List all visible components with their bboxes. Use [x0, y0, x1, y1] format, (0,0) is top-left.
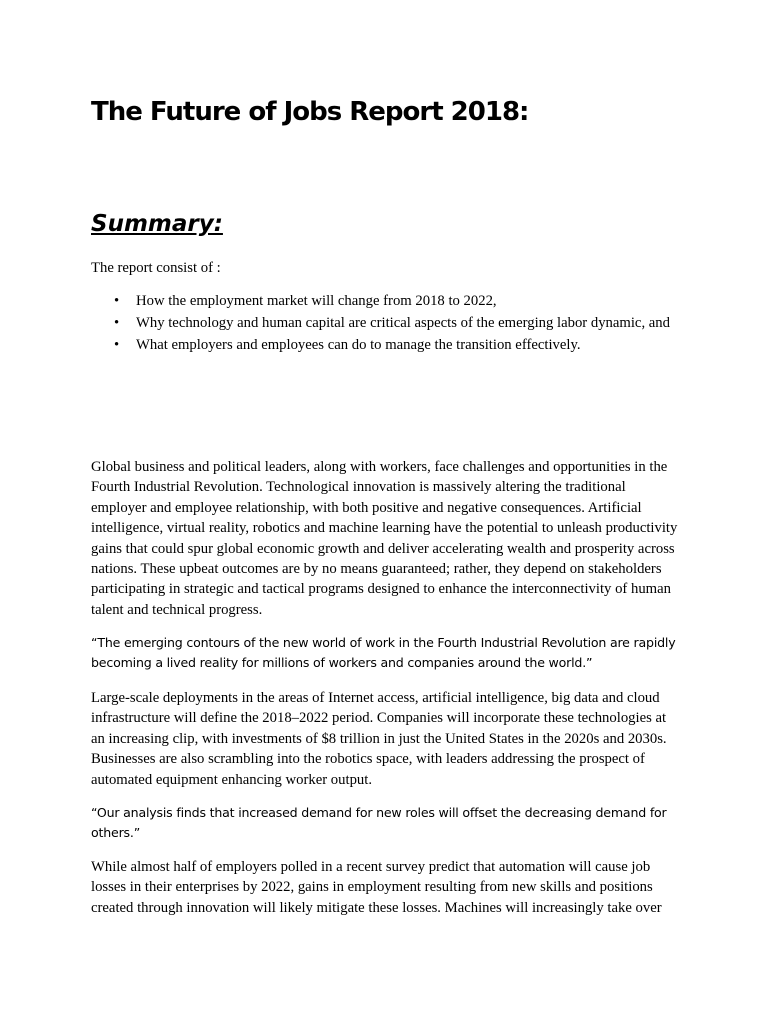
document-title: The Future of Jobs Report 2018: — [91, 97, 529, 127]
intro-text: The report consist of : — [91, 260, 221, 276]
quote-emerging-contours: “The emerging contours of the new world of work in the Fourth Industrial Revolution are rapidly becoming a lived reality for millions of workers and companies around the world.” — [91, 635, 676, 670]
summary-heading: Summary: — [91, 211, 223, 237]
paragraph-leaders: Global business and political leaders, along with workers, face challenges and opportunities in the Fourth Industrial Revolution. Technological innovation is massively altering the traditional employer and employee relationship, with both positive and negative consequences. Artificial intelligence, virtual reality, robotics and machine learning have the potential to unleash productivity gains that could spur global economic growth and deliver accelerating wealth and prosperity across nations. These upbeat outcomes are by no means guaranteed; rather, they depend on stakeholders participating in strategic and tactical programs designed to enhance the interconnectivity of human talent and technical progress. — [91, 459, 678, 618]
bullet-text: Why technology and human capital are critical aspects of the emerging labor dynamic, and — [136, 315, 670, 331]
bullet-icon: • — [114, 293, 120, 309]
paragraph-deployments: Large-scale deployments in the areas of Internet access, artificial intelligence, big data and cloud infrastructure will define the 2018–2022 period. Companies will incorporate these technologies at an increasing clip, with investments of $8 trillion in just the United States in the 2020s and 2030s. Businesses are also scrambling into the robotics space, with leaders addressing the prospect of automated equipment enhancing worker output. — [91, 690, 667, 788]
list-item — [91, 313, 691, 333]
bullet-icon: • — [114, 315, 120, 331]
list-item — [91, 291, 691, 311]
list-item — [91, 335, 691, 355]
paragraph-employers: While almost half of employers polled in a recent survey predict that automation will cause job losses in their enterprises by 2022, gains in employment resulting from new skills and positions created through innovation will likely mitigate these losses. Machines will increasingly take over — [91, 859, 662, 916]
bullet-text: How the employment market will change from 2018 to 2022, — [136, 293, 497, 309]
bullet-text: What employers and employees can do to manage the transition effectively. — [136, 337, 581, 353]
quote-analysis: “Our analysis finds that increased demand for new roles will offset the decreasing demand for others.” — [91, 805, 667, 840]
bullet-icon: • — [114, 337, 120, 353]
bullet-list — [91, 291, 691, 357]
